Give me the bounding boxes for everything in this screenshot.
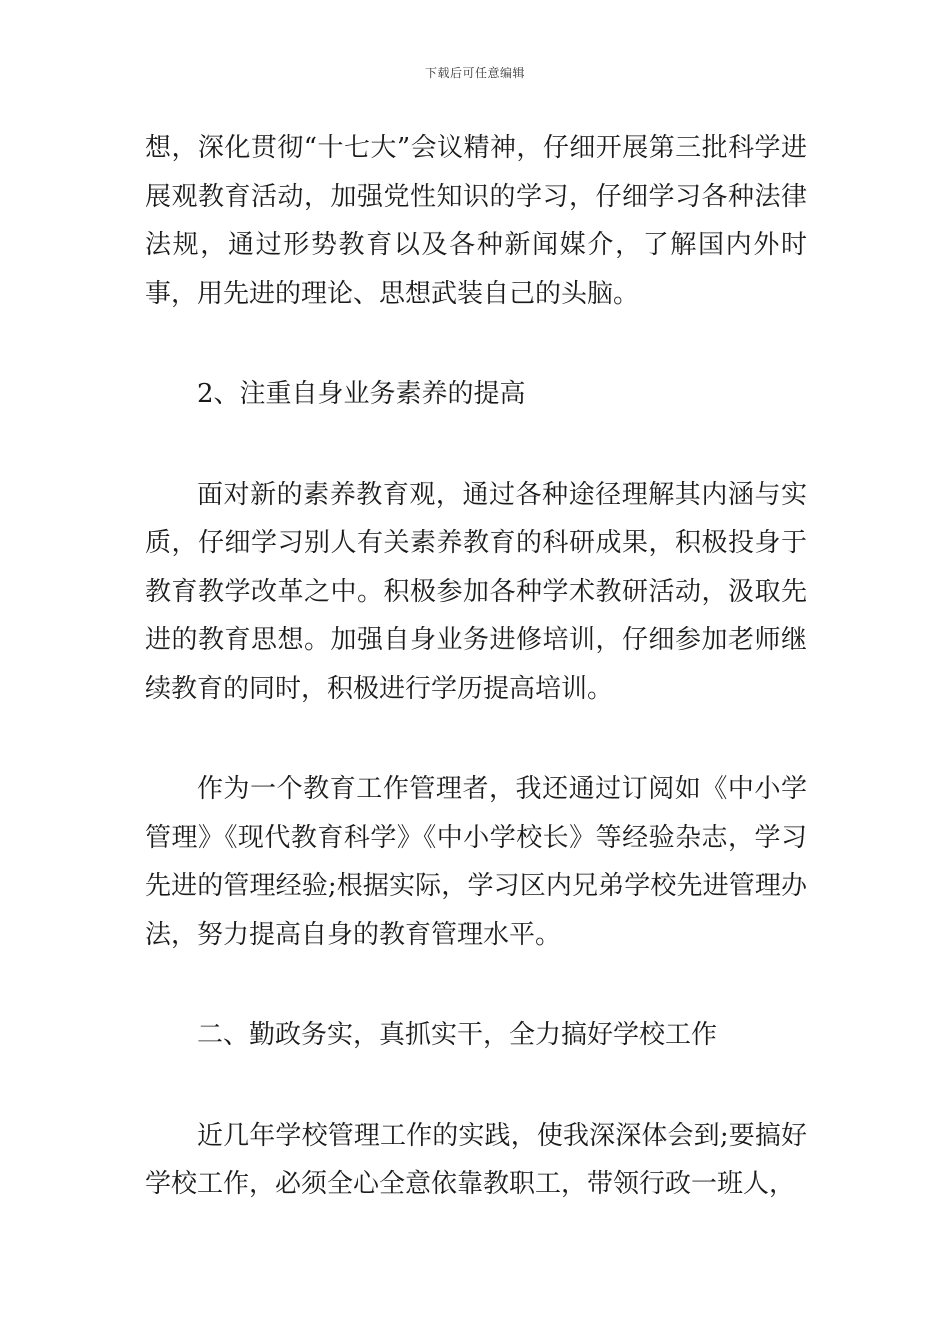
section-heading-two: 二、勤政务实，真抓实干，全力搞好学校工作 [197, 1020, 718, 1050]
paragraph-continuation: 想，深化贯彻“十七大”会议精神，仔细开展第三批科学进展观教育活动，加强党性知识的学习，仔细学习各种法律法规，通过形势教育以及各种新闻媒介，了解国内外时事，用先进的理论、思想武装自己的头脑。 [145, 133, 807, 309]
page-header-note: 下载后可任意编辑 [424, 66, 525, 80]
section-heading-2: 2、注重自身业务素养的提高 [197, 379, 526, 409]
paragraph-management-study: 作为一个教育工作管理者，我还通过订阅如《中小学管理》《现代教育科学》《中小学校长》等经验杂志，学习先进的管理经验;根据实际，学习区内兄弟学校先进管理办法，努力提高自身的教育管理水平。 [145, 774, 807, 950]
document-body [145, 124, 807, 1209]
paragraph-school-management: 近几年学校管理工作的实践，使我深深体会到;要搞好学校工作，必须全心全意依靠教职工，带领行政一班人， [145, 1120, 807, 1199]
paragraph-professional-quality: 面对新的素养教育观，通过各种途径理解其内涵与实质，仔细学习别人有关素养教育的科研成果，积极投身于教育教学改革之中。积极参加各种学术教研活动，汲取先进的教育思想。加强自身业务进修培训，仔细参加老师继续教育的同时，积极进行学历提高培训。 [145, 479, 807, 704]
